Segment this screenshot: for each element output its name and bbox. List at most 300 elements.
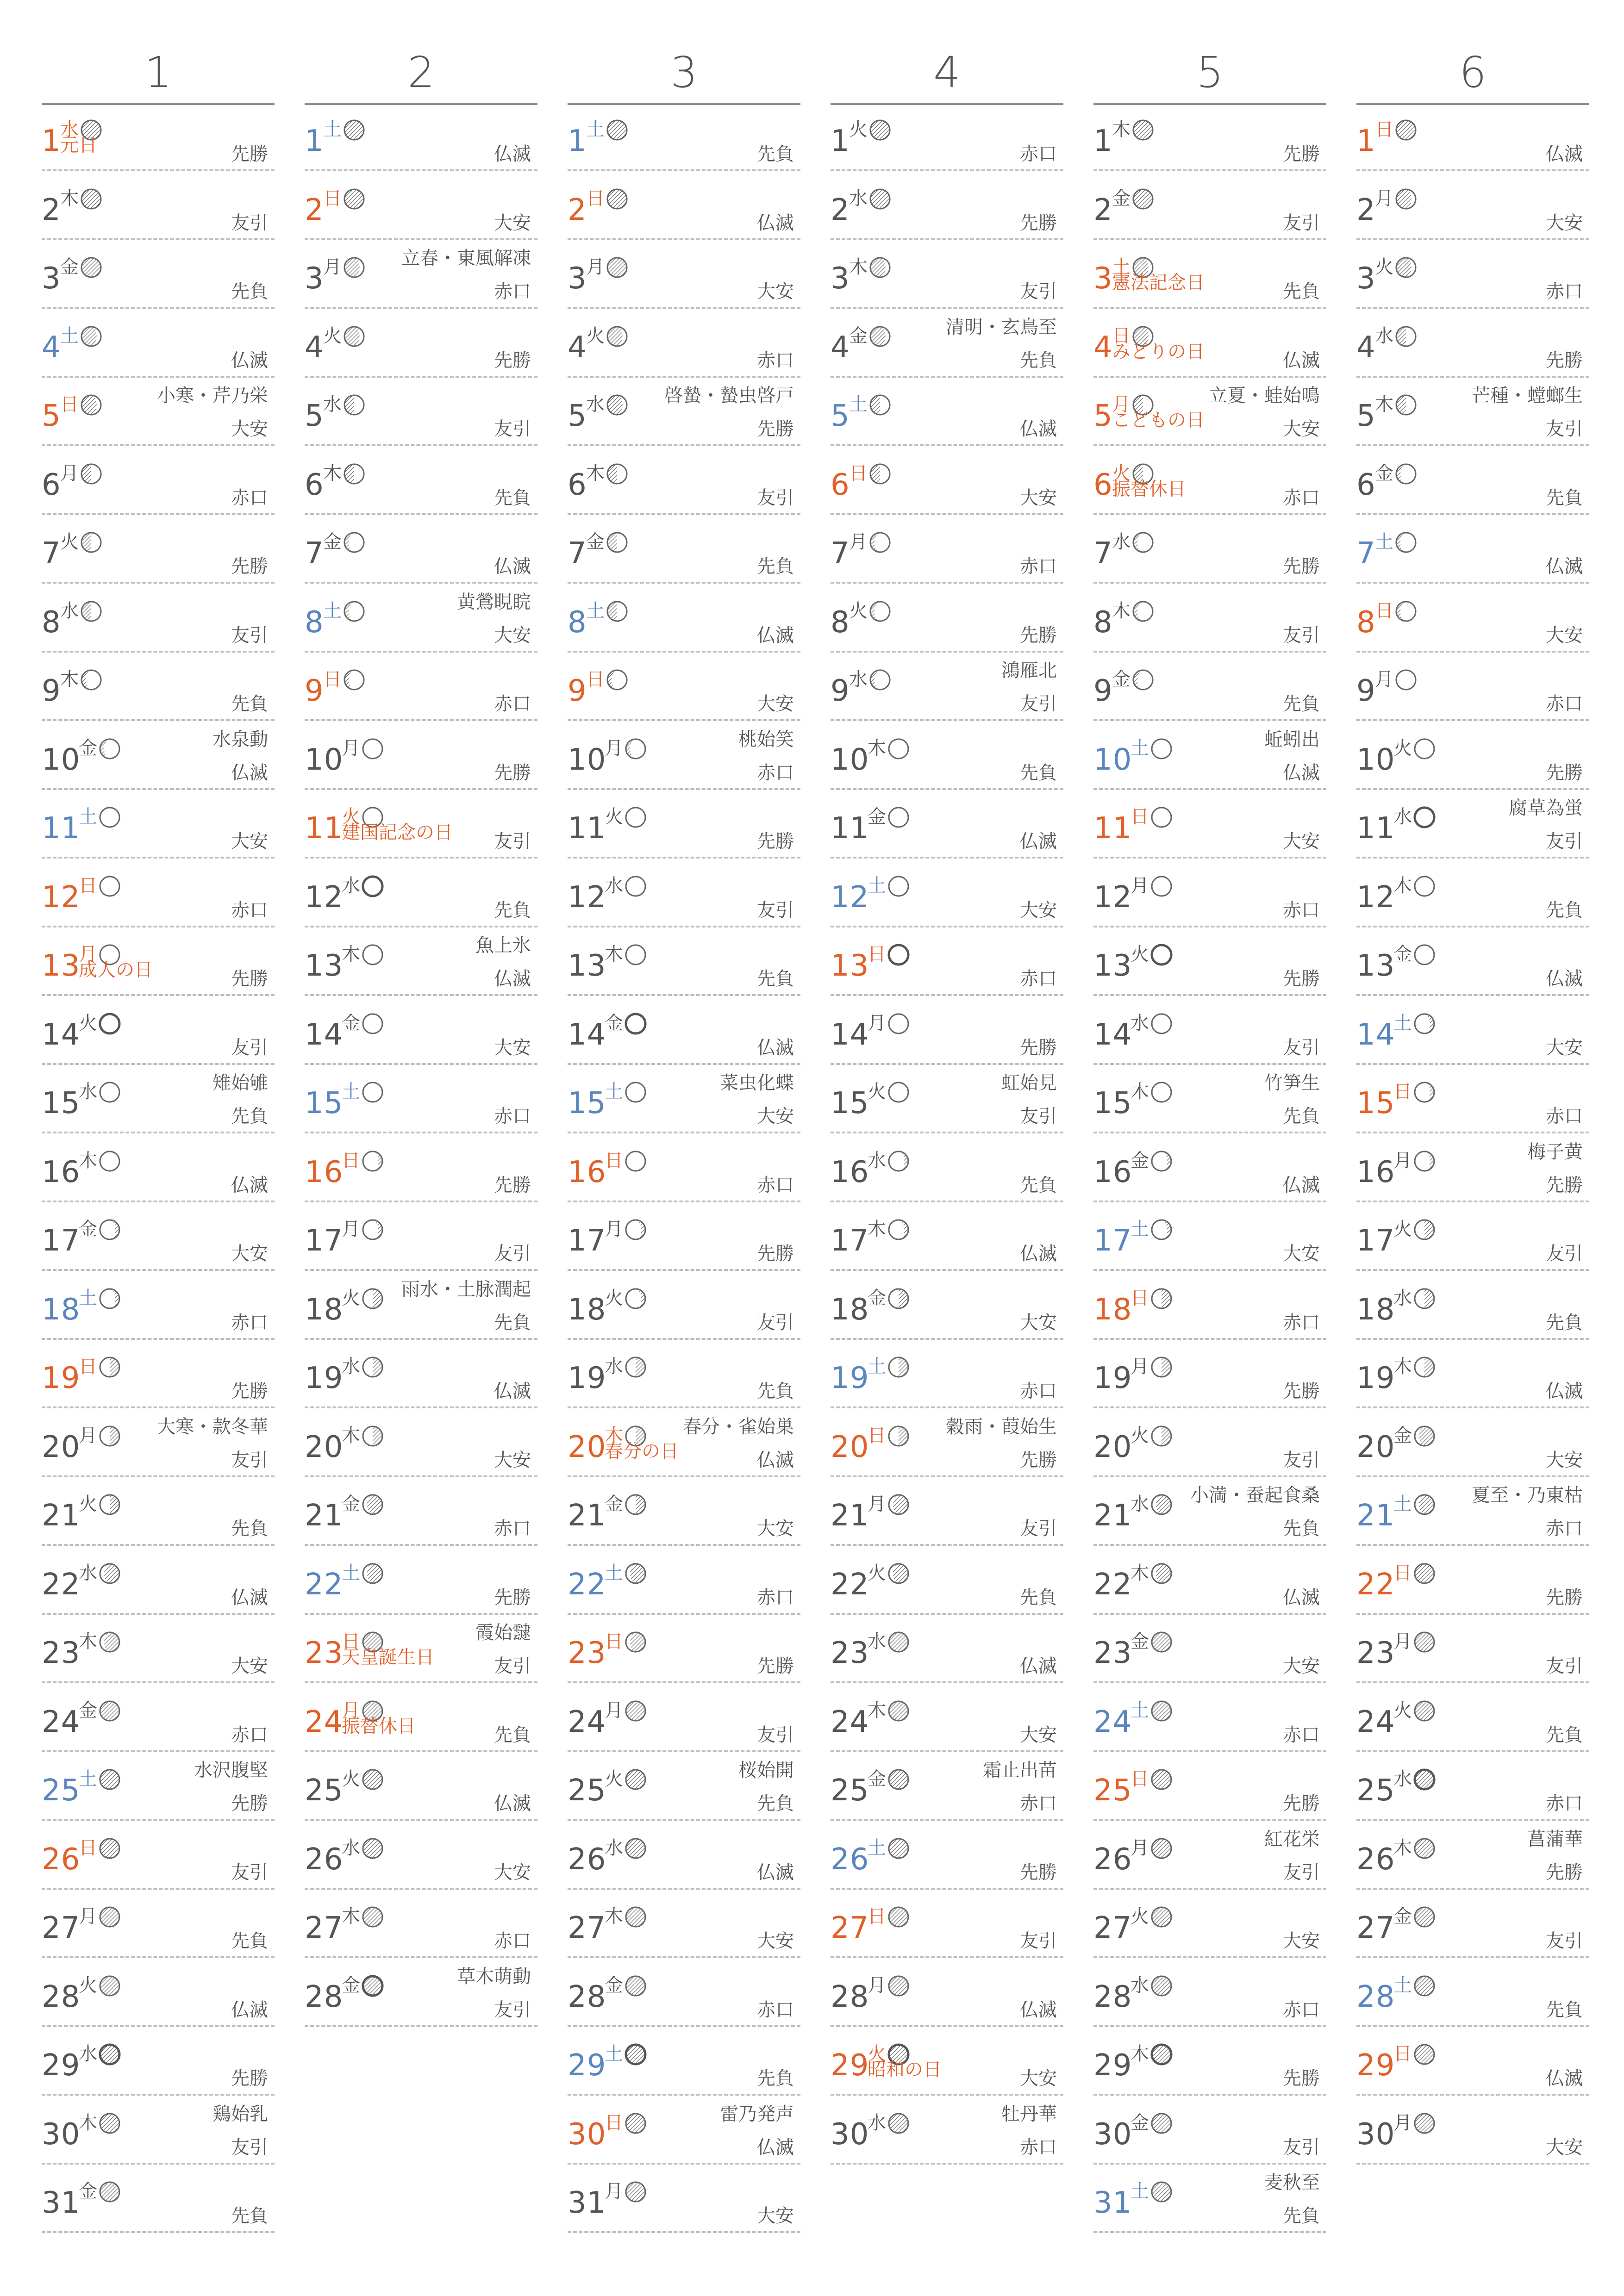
rokuyo-label: 大安 bbox=[1546, 624, 1583, 646]
day-number: 25 bbox=[42, 1773, 81, 1808]
moon-phase-icon bbox=[1413, 1905, 1436, 1929]
weekday-label: 金 bbox=[1131, 1150, 1149, 1171]
holiday-label: 振替休日 bbox=[1112, 478, 1186, 500]
day-number: 8 bbox=[568, 605, 587, 640]
seasonal-term-label: 霞始靆 bbox=[475, 1622, 531, 1643]
day-row bbox=[568, 309, 800, 378]
day-row bbox=[1356, 1752, 1589, 1821]
weekday-label: 火 bbox=[605, 1768, 623, 1790]
weekday-label: 月 bbox=[605, 737, 623, 759]
rokuyo-label: 仏滅 bbox=[494, 143, 531, 165]
day-row bbox=[42, 1959, 275, 2027]
moon-phase-icon bbox=[624, 1218, 647, 1241]
moon-phase-icon bbox=[624, 1905, 647, 1929]
weekday-label: 水 bbox=[342, 875, 360, 896]
day-row bbox=[831, 1134, 1063, 1202]
day-row bbox=[42, 1134, 275, 1202]
day-row bbox=[568, 447, 800, 515]
weekday-label: 火 bbox=[342, 806, 360, 828]
day-number: 22 bbox=[1356, 1567, 1395, 1602]
day-number: 15 bbox=[831, 1086, 869, 1120]
day-number: 16 bbox=[568, 1155, 606, 1189]
day-number: 17 bbox=[831, 1224, 869, 1258]
day-row bbox=[42, 584, 275, 653]
weekday-label: 月 bbox=[1131, 1356, 1149, 1377]
seasonal-term-label: 菖蒲華 bbox=[1527, 1828, 1583, 1850]
day-row bbox=[831, 240, 1063, 309]
moon-phase-icon bbox=[887, 1425, 910, 1448]
rokuyo-label: 先勝 bbox=[231, 968, 268, 989]
day-number: 15 bbox=[305, 1086, 344, 1120]
rokuyo-label: 仏滅 bbox=[231, 349, 268, 371]
seasonal-term-label: 芒種・螳螂生 bbox=[1472, 385, 1583, 406]
moon-phase-icon bbox=[624, 1150, 647, 1173]
weekday-label: 日 bbox=[1131, 1768, 1149, 1790]
day-row bbox=[305, 859, 537, 927]
day-number: 3 bbox=[1356, 261, 1376, 296]
weekday-label: 金 bbox=[605, 1012, 623, 1034]
weekday-label: 日 bbox=[1393, 1081, 1412, 1102]
rokuyo-label: 友引 bbox=[494, 1243, 531, 1264]
weekday-label: 金 bbox=[1393, 1906, 1412, 1927]
rokuyo-label: 友引 bbox=[1546, 418, 1583, 440]
day-row bbox=[42, 1615, 275, 1683]
moon-phase-icon bbox=[1413, 806, 1436, 829]
moon-phase-icon bbox=[361, 1768, 384, 1791]
moon-phase-icon bbox=[80, 531, 103, 554]
rokuyo-label: 仏滅 bbox=[1283, 349, 1320, 371]
rokuyo-label: 仏滅 bbox=[1546, 2068, 1583, 2089]
weekday-label: 火 bbox=[342, 1287, 360, 1309]
day-row bbox=[831, 172, 1063, 240]
seasonal-term-label: 草木萌動 bbox=[457, 1966, 531, 1987]
seasonal-term-label: 穀雨・葭始生 bbox=[946, 1416, 1057, 1437]
day-row bbox=[1356, 859, 1589, 927]
day-number: 30 bbox=[1356, 2117, 1395, 2152]
rokuyo-label: 仏滅 bbox=[494, 968, 531, 989]
moon-phase-icon bbox=[624, 1699, 647, 1723]
day-number: 31 bbox=[1093, 2186, 1132, 2220]
weekday-label: 金 bbox=[79, 1219, 97, 1240]
rokuyo-label: 先勝 bbox=[1546, 1174, 1583, 1196]
day-number: 15 bbox=[568, 1086, 606, 1120]
moon-phase-icon bbox=[606, 393, 629, 417]
day-number: 8 bbox=[1093, 605, 1113, 640]
day-row bbox=[831, 2027, 1063, 2096]
day-row bbox=[568, 1615, 800, 1683]
seasonal-term-label: 雨水・土脉潤起 bbox=[401, 1278, 531, 1300]
day-row bbox=[1356, 1959, 1589, 2027]
seasonal-term-label: 菜虫化蝶 bbox=[720, 1072, 794, 1094]
day-row bbox=[42, 1546, 275, 1615]
rokuyo-label: 先負 bbox=[494, 1724, 531, 1746]
day-row bbox=[1093, 584, 1326, 653]
day-row bbox=[305, 1615, 537, 1683]
day-number: 9 bbox=[1356, 674, 1376, 708]
day-number: 24 bbox=[1093, 1705, 1132, 1739]
moon-phase-icon bbox=[1394, 600, 1418, 623]
rokuyo-label: 先負 bbox=[1283, 2205, 1320, 2227]
day-number: 10 bbox=[42, 742, 81, 777]
rokuyo-label: 先勝 bbox=[231, 556, 268, 577]
weekday-label: 金 bbox=[868, 806, 886, 828]
moon-phase-icon bbox=[606, 531, 629, 554]
rokuyo-label: 友引 bbox=[757, 487, 794, 509]
rokuyo-label: 大安 bbox=[1546, 1449, 1583, 1471]
rokuyo-label: 仏滅 bbox=[494, 1793, 531, 1814]
rokuyo-label: 仏滅 bbox=[757, 624, 794, 646]
rokuyo-label: 赤口 bbox=[1283, 1724, 1320, 1746]
day-row bbox=[1093, 653, 1326, 721]
day-row bbox=[568, 1890, 800, 1958]
day-row bbox=[1356, 309, 1589, 378]
day-number: 6 bbox=[831, 467, 850, 502]
rokuyo-label: 仏滅 bbox=[1283, 1587, 1320, 1608]
moon-phase-icon bbox=[80, 462, 103, 485]
weekday-label: 土 bbox=[868, 875, 886, 896]
rokuyo-label: 先勝 bbox=[757, 831, 794, 852]
day-number: 24 bbox=[568, 1705, 606, 1739]
rokuyo-label: 大安 bbox=[757, 1518, 794, 1539]
day-number: 23 bbox=[1093, 1636, 1132, 1670]
moon-phase-icon bbox=[1413, 1768, 1436, 1791]
rokuyo-label: 先勝 bbox=[231, 143, 268, 165]
moon-phase-icon bbox=[1413, 737, 1436, 760]
day-number: 28 bbox=[1093, 1979, 1132, 2014]
weekday-label: 日 bbox=[586, 669, 605, 690]
weekday-label: 月 bbox=[1393, 2112, 1412, 2134]
seasonal-term-label: 蚯蚓出 bbox=[1264, 728, 1320, 750]
rokuyo-label: 大安 bbox=[1283, 1243, 1320, 1264]
weekday-label: 火 bbox=[79, 1012, 97, 1034]
rokuyo-label: 仏滅 bbox=[231, 1174, 268, 1196]
rokuyo-label: 先負 bbox=[231, 1106, 268, 1127]
moon-phase-icon bbox=[361, 1218, 384, 1241]
rokuyo-label: 仏滅 bbox=[231, 762, 268, 784]
rokuyo-label: 赤口 bbox=[231, 899, 268, 921]
day-row bbox=[42, 1202, 275, 1271]
weekday-label: 日 bbox=[1375, 600, 1393, 622]
day-number: 27 bbox=[305, 1911, 344, 1945]
day-row bbox=[831, 1546, 1063, 1615]
day-row bbox=[568, 378, 800, 446]
weekday-label: 火 bbox=[849, 600, 868, 622]
rokuyo-label: 仏滅 bbox=[757, 212, 794, 234]
weekday-label: 土 bbox=[1393, 1012, 1412, 1034]
rokuyo-label: 仏滅 bbox=[1546, 556, 1583, 577]
day-number: 22 bbox=[831, 1567, 869, 1602]
moon-phase-icon bbox=[98, 737, 121, 760]
moon-phase-icon bbox=[98, 1287, 121, 1310]
moon-phase-icon bbox=[887, 1699, 910, 1723]
seasonal-term-label: 清明・玄鳥至 bbox=[946, 316, 1057, 338]
moon-phase-icon bbox=[361, 875, 384, 898]
weekday-label: 月 bbox=[342, 1219, 360, 1240]
day-row bbox=[42, 790, 275, 859]
weekday-label: 火 bbox=[1131, 1425, 1149, 1446]
day-row bbox=[1093, 1546, 1326, 1615]
rokuyo-label: 先勝 bbox=[494, 762, 531, 784]
weekday-label: 木 bbox=[605, 944, 623, 965]
day-number: 27 bbox=[1356, 1911, 1395, 1945]
month-header: 5 bbox=[1093, 43, 1326, 105]
rokuyo-label: 友引 bbox=[1546, 1243, 1583, 1264]
moon-phase-icon bbox=[624, 1493, 647, 1516]
seasonal-term-label: 啓蟄・蟄虫啓戸 bbox=[664, 385, 794, 406]
day-number: 13 bbox=[568, 949, 606, 983]
rokuyo-label: 先負 bbox=[1546, 1724, 1583, 1746]
moon-phase-icon bbox=[1413, 1287, 1436, 1310]
moon-phase-icon bbox=[98, 1630, 121, 1654]
moon-phase-icon bbox=[606, 325, 629, 348]
day-number: 5 bbox=[42, 399, 61, 433]
rokuyo-label: 先負 bbox=[494, 487, 531, 509]
rokuyo-label: 先負 bbox=[1020, 1174, 1057, 1196]
day-number: 19 bbox=[305, 1361, 344, 1395]
moon-phase-icon bbox=[98, 875, 121, 898]
day-row bbox=[1356, 447, 1589, 515]
day-number: 9 bbox=[305, 674, 324, 708]
day-number: 14 bbox=[305, 1017, 344, 1052]
day-row bbox=[1356, 172, 1589, 240]
day-number: 7 bbox=[1093, 536, 1113, 571]
weekday-label: 金 bbox=[605, 1493, 623, 1515]
moon-phase-icon bbox=[887, 1562, 910, 1585]
moon-phase-icon bbox=[1150, 1905, 1173, 1929]
weekday-label: 木 bbox=[323, 462, 342, 484]
seasonal-term-label: 竹笋生 bbox=[1264, 1072, 1320, 1094]
moon-phase-icon bbox=[1131, 118, 1155, 142]
day-row bbox=[831, 1477, 1063, 1546]
moon-phase-icon bbox=[1150, 1081, 1173, 1104]
day-row bbox=[831, 1959, 1063, 2027]
day-number: 1 bbox=[1093, 124, 1113, 158]
day-row bbox=[1093, 1959, 1326, 2027]
weekday-label: 金 bbox=[79, 2181, 97, 2202]
day-number: 24 bbox=[42, 1705, 81, 1739]
day-number: 19 bbox=[1093, 1361, 1132, 1395]
day-row bbox=[305, 172, 537, 240]
weekday-label: 月 bbox=[868, 1012, 886, 1034]
weekday-label: 金 bbox=[1375, 462, 1393, 484]
rokuyo-label: 友引 bbox=[1283, 1037, 1320, 1058]
day-number: 30 bbox=[1093, 2117, 1132, 2152]
weekday-label: 木 bbox=[1393, 875, 1412, 896]
rokuyo-label: 友引 bbox=[494, 418, 531, 440]
rokuyo-label: 先負 bbox=[757, 556, 794, 577]
day-number: 10 bbox=[1356, 742, 1395, 777]
day-number: 10 bbox=[831, 742, 869, 777]
day-row bbox=[1356, 927, 1589, 996]
day-number: 11 bbox=[1356, 811, 1395, 846]
day-row bbox=[831, 1615, 1063, 1683]
day-row bbox=[831, 447, 1063, 515]
day-number: 23 bbox=[1356, 1636, 1395, 1670]
day-row bbox=[42, 2096, 275, 2165]
day-row bbox=[1356, 722, 1589, 790]
day-number: 27 bbox=[831, 1911, 869, 1945]
moon-phase-icon bbox=[887, 1837, 910, 1860]
moon-phase-icon bbox=[887, 1974, 910, 1997]
rokuyo-label: 先勝 bbox=[1283, 968, 1320, 989]
day-number: 8 bbox=[831, 605, 850, 640]
moon-phase-icon bbox=[98, 1356, 121, 1379]
day-number: 2 bbox=[1093, 193, 1113, 227]
day-number: 18 bbox=[831, 1292, 869, 1327]
day-number: 13 bbox=[831, 949, 869, 983]
weekday-label: 木 bbox=[342, 1906, 360, 1927]
moon-phase-icon bbox=[1394, 187, 1418, 211]
moon-phase-icon bbox=[606, 462, 629, 485]
rokuyo-label: 赤口 bbox=[1020, 1793, 1057, 1814]
moon-phase-icon bbox=[80, 325, 103, 348]
weekday-label: 水 bbox=[849, 187, 868, 209]
weekday-label: 土 bbox=[868, 1837, 886, 1859]
day-number: 7 bbox=[831, 536, 850, 571]
moon-phase-icon bbox=[1131, 600, 1155, 623]
day-number: 1 bbox=[1356, 124, 1376, 158]
moon-phase-icon bbox=[343, 531, 366, 554]
day-number: 29 bbox=[831, 2048, 869, 2083]
day-number: 18 bbox=[568, 1292, 606, 1327]
day-row bbox=[1093, 790, 1326, 859]
day-row bbox=[1356, 1546, 1589, 1615]
rokuyo-label: 先勝 bbox=[1546, 1587, 1583, 1608]
weekday-label: 日 bbox=[60, 394, 79, 415]
moon-phase-icon bbox=[887, 1218, 910, 1241]
moon-phase-icon bbox=[80, 393, 103, 417]
day-number: 16 bbox=[305, 1155, 344, 1189]
day-number: 13 bbox=[42, 949, 81, 983]
seasonal-term-label: 立春・東風解凍 bbox=[401, 248, 531, 269]
day-row bbox=[305, 996, 537, 1065]
rokuyo-label: 大安 bbox=[494, 212, 531, 234]
day-number: 4 bbox=[568, 330, 587, 365]
day-number: 10 bbox=[305, 742, 344, 777]
day-row bbox=[42, 859, 275, 927]
seasonal-term-label: 水沢腹堅 bbox=[194, 1760, 268, 1781]
rokuyo-label: 大安 bbox=[757, 1930, 794, 1952]
day-number: 15 bbox=[1093, 1086, 1132, 1120]
rokuyo-label: 仏滅 bbox=[1020, 1999, 1057, 2021]
weekday-label: 木 bbox=[605, 1425, 623, 1446]
moon-phase-icon bbox=[624, 1974, 647, 1997]
rokuyo-label: 友引 bbox=[231, 1449, 268, 1471]
day-number: 29 bbox=[42, 2048, 81, 2083]
day-row bbox=[42, 447, 275, 515]
day-row bbox=[831, 1271, 1063, 1340]
weekday-label: 水 bbox=[605, 1356, 623, 1377]
moon-phase-icon bbox=[361, 1081, 384, 1104]
moon-phase-icon bbox=[361, 1287, 384, 1310]
moon-phase-icon bbox=[98, 1562, 121, 1585]
rokuyo-label: 先負 bbox=[1283, 693, 1320, 715]
day-row bbox=[1356, 1890, 1589, 1958]
day-number: 28 bbox=[831, 1979, 869, 2014]
rokuyo-label: 先負 bbox=[1283, 1518, 1320, 1539]
moon-phase-icon bbox=[361, 1837, 384, 1860]
moon-phase-icon bbox=[624, 1768, 647, 1791]
holiday-label: 建国記念の日 bbox=[342, 822, 453, 843]
day-row bbox=[568, 1546, 800, 1615]
day-row bbox=[305, 1684, 537, 1752]
moon-phase-icon bbox=[624, 1356, 647, 1379]
rokuyo-label: 友引 bbox=[494, 1655, 531, 1677]
rokuyo-label: 大安 bbox=[1020, 2068, 1057, 2089]
weekday-label: 火 bbox=[1131, 944, 1149, 965]
day-number: 25 bbox=[1356, 1773, 1395, 1808]
day-number: 18 bbox=[1356, 1292, 1395, 1327]
weekday-label: 水 bbox=[1131, 1974, 1149, 1996]
day-number: 18 bbox=[1093, 1292, 1132, 1327]
moon-phase-icon bbox=[887, 1905, 910, 1929]
weekday-label: 火 bbox=[1393, 737, 1412, 759]
moon-phase-icon bbox=[1394, 531, 1418, 554]
rokuyo-label: 友引 bbox=[757, 899, 794, 921]
day-row bbox=[42, 1477, 275, 1546]
rokuyo-label: 赤口 bbox=[1546, 693, 1583, 715]
rokuyo-label: 大安 bbox=[1283, 1930, 1320, 1952]
moon-phase-icon bbox=[624, 1837, 647, 1860]
day-row bbox=[568, 1477, 800, 1546]
weekday-label: 水 bbox=[1393, 806, 1412, 828]
day-row bbox=[42, 2165, 275, 2233]
day-number: 2 bbox=[568, 193, 587, 227]
weekday-label: 月 bbox=[342, 1699, 360, 1721]
day-number: 27 bbox=[42, 1911, 81, 1945]
weekday-label: 日 bbox=[323, 669, 342, 690]
seasonal-term-label: 水泉動 bbox=[212, 728, 268, 750]
day-row bbox=[1093, 1202, 1326, 1271]
day-row bbox=[1356, 584, 1589, 653]
weekday-label: 木 bbox=[342, 1425, 360, 1446]
rokuyo-label: 友引 bbox=[1283, 624, 1320, 646]
moon-phase-icon bbox=[624, 2043, 647, 2066]
day-row bbox=[831, 859, 1063, 927]
weekday-label: 日 bbox=[79, 1837, 97, 1859]
day-number: 9 bbox=[831, 674, 850, 708]
day-number: 1 bbox=[568, 124, 587, 158]
day-number: 4 bbox=[1093, 330, 1113, 365]
seasonal-term-label: 桃始笑 bbox=[738, 728, 794, 750]
day-row bbox=[1356, 103, 1589, 171]
rokuyo-label: 先負 bbox=[1020, 1587, 1057, 1608]
weekday-label: 月 bbox=[342, 737, 360, 759]
rokuyo-label: 先負 bbox=[757, 2068, 794, 2089]
rokuyo-label: 先勝 bbox=[1020, 624, 1057, 646]
rokuyo-label: 大安 bbox=[494, 1861, 531, 1883]
day-number: 19 bbox=[42, 1361, 81, 1395]
weekday-label: 火 bbox=[868, 2043, 886, 2065]
seasonal-term-label: 夏至・乃東枯 bbox=[1472, 1485, 1583, 1506]
moon-phase-icon bbox=[606, 600, 629, 623]
day-row bbox=[1356, 1684, 1589, 1752]
weekday-label: 木 bbox=[868, 1699, 886, 1721]
weekday-label: 木 bbox=[1131, 1562, 1149, 1584]
rokuyo-label: 先負 bbox=[494, 1312, 531, 1333]
weekday-label: 木 bbox=[1112, 600, 1131, 622]
weekday-label: 水 bbox=[1112, 531, 1131, 553]
rokuyo-label: 大安 bbox=[1546, 212, 1583, 234]
weekday-label: 水 bbox=[79, 2043, 97, 2065]
day-number: 11 bbox=[305, 811, 344, 846]
day-number: 1 bbox=[42, 124, 61, 158]
rokuyo-label: 大安 bbox=[1020, 1724, 1057, 1746]
weekday-label: 土 bbox=[323, 600, 342, 622]
day-row bbox=[1093, 2027, 1326, 2096]
day-number: 16 bbox=[42, 1155, 81, 1189]
day-row bbox=[1093, 1409, 1326, 1477]
